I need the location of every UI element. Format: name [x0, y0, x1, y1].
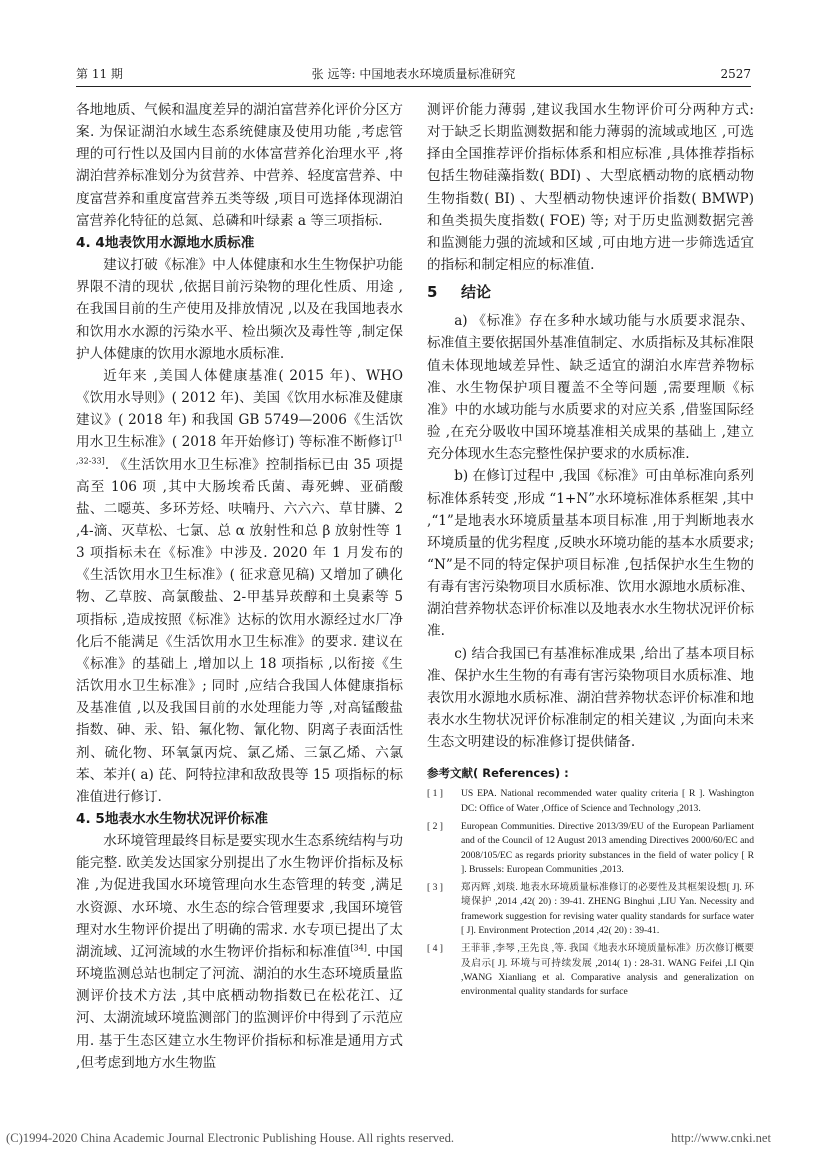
section-heading-5 [427, 278, 754, 306]
paragraph-text: . 《生活饮用水卫生标准》控制指标已由 35 项提高至 106 项 ,其中大肠埃希氏菌、毒死蜱、亚硝酸盐、二噁英、多环芳烃、呋喃丹、六六六、草甘膦、2 ,4-滴、灭草松、七氯、总 α 放射性和总 β 放射性等 13 项指标未在《标准》中涉及. 2020 年 1 月发布的《生活饮用水卫生标准》( 征求意见稿) 又增加了碘化物、乙草胺、高氯酸盐、2-甲基异莰醇和土臭素等 5 项指标 ,造成按照《标准》达标的饮用水源经过水厂净化后不能满足《生活饮用水卫生标准》的要求. 建议在《标准》的基础上 ,增加以上 18 项指标 ,以衔接《生活饮用水卫生标准》; 同时 ,应结合我国人体健康指标及基准值 ,以及我国目前的水处理能力等 ,对高锰酸盐指数、砷、汞、铅、氟化物、氰化物、阴离子表面活性剂、硫化物、环氧氯丙烷、氯乙烯、三氯乙烯、六氯苯、苯并( a) 芘、阿特拉津和敌敌畏等 15 项指标的标准值进行修订. [76, 456, 403, 805]
section-number: 4. 5 [76, 811, 105, 827]
reference-text: 郑丙辉 ,刘琰. 地表水环境质量标准修订的必要性及其框架设想[ J]. 环境保护 ,2014 ,42( 20) : 39-41. ZHENG Binghui ,LIU Yan. Necessity and framework suggestion for revising water quality standards for surface water [ J]. Environment Protection ,2014 ,42( 20) : 39-41. [461, 882, 754, 937]
section-number: 4. 4 [76, 234, 105, 251]
conclusion-c: c) 结合我国已有基准标准成果 ,给出了基本项目标准、保护水生生物的有毒有害污染物项目水质标准、地表饮用水源地水质标准、湖泊营养物状态评价标准和地表水水生物状况评价标准制定的相关建议 ,为面向未来生态文明建设的标准修订提供储备. [427, 645, 754, 751]
right-column [427, 99, 754, 1114]
section-title: 地表饮用水源地水质标准 [104, 234, 255, 251]
paragraph-continued: 各地地质、气候和温度差异的湖泊富营养化评价分区方案. 为保证湖泊水域生态系统健康及使用功能 ,考虑管理的可行性以及国内目前的水体富营养化治理水平 ,将湖泊营养标准划分为贫营养、中营养、轻度富营养、中度富营养和重度富营养五类等级 ,项目可选择体现湖泊富营养化特征的总氮、总磷和叶绿素 a 等三项指标. [76, 102, 403, 229]
paragraph-with-citation [76, 830, 403, 1074]
running-header-page-number: 2527 [720, 67, 751, 81]
reference-item [427, 820, 754, 877]
running-header-title: 张 远等: 中国地表水环境质量标准研究 [311, 67, 516, 81]
conclusion-a: a) 《标准》存在多种水域功能与水质要求混杂、标准值主要依据国外基准值制定、水质指标及其标准限值未体现地域差异性、缺乏适宜的湖泊水库营养物标准、水生物保护项目覆盖不全等问题 ,需要理顺《标准》中的水域功能与水质要求的对应关系 ,借鉴国际经验 ,在充分吸收中国环境基准相关成果的基础上 ,建立充分体现水生态完整性保护要求的水质标准. [427, 313, 754, 463]
reference-number: [ 3 ] [427, 882, 443, 894]
reference-text: US EPA. National recommended water quality criteria [ R ]. Washington DC: Office of Water ,Office of Science and Technology ,2013. [461, 788, 754, 814]
reference-number: [ 2 ] [427, 820, 443, 832]
paragraph-text: . 中国环境监测总站也制定了河流、湖泊的水生态环境质量监测评价技术方法 ,其中底栖动物指数已在松花江、辽河、太湖流域环境监测部门的监测评价中得到了示范应用. 基于生态区建立水生物评价指标和标准是通用方式 ,但考虑到地方水生物监 [76, 943, 403, 1071]
citation: [1 ,32-33] [76, 433, 403, 465]
reference-text: European Communities. Directive 2013/39/EU of the European Parliament and of the Council of 12 August 2013 amending Directives 2000/60/EC and 2008/105/EC as regards priority substances in the field of water policy [ R ]. Brussels: European Communities ,2013. [461, 820, 754, 875]
footer-copyright: (C)1994-2020 China Academic Journal Electronic Publishing House. All rights reserved. [6, 1131, 455, 1145]
paragraph-with-citation [76, 365, 403, 808]
paragraph-text: 水环境管理最终目标是要实现水生态系统结构与功能完整. 欧美发达国家分别提出了水生物评价指标及标准 ,为促进我国水环境管理向水生态管理的转变 ,满足水资源、水环境、水生态的综合管理要求 ,我国环境管理对水生物评价提出了明确的需求. 水专项已提出了太湖流域、辽河流域的水生物评价指标和标准值 [76, 833, 403, 960]
reference-number: [ 4 ] [427, 943, 443, 955]
reference-item [427, 787, 754, 816]
section-heading-4-4 [76, 232, 403, 254]
citation: [34] [350, 943, 367, 953]
section-heading-4-5 [76, 808, 403, 830]
header-rule [76, 86, 751, 87]
section-title: 地表水水生物状况评价标准 [104, 811, 268, 827]
paragraph-text: 近年来 ,美国人体健康基准( 2015 年)、WHO《饮用水导则》( 2012 年)、美国《饮用水标准及健康建议》( 2018 年) 和我国 GB 5749—2006《生活饮用水卫生标准》( 2018 年开始修订) 等标准不断修订 [76, 367, 403, 451]
running-header-issue: 第 11 期 [76, 67, 123, 81]
reference-text: 王菲菲 ,李琴 ,王先良 ,等. 我国《地表水环境质量标准》历次修订概要及启示[ J]. 环境与可持续发展 ,2014( 1) : 28-31. WANG Feifei ,LI Qin ,WANG Xianliang et al. Comparative analysis and generalization on environmental quality standards for surface [461, 943, 754, 998]
footer-url: http://www.cnki.net [671, 1131, 771, 1145]
reference-number: [ 1 ] [427, 788, 443, 800]
section-number: 5 [427, 283, 438, 302]
left-column [76, 99, 403, 1114]
reference-item [427, 881, 754, 938]
reference-item [427, 942, 754, 999]
section-title: 结论 [461, 283, 492, 302]
references-heading: 参考文献( References) : [427, 766, 569, 781]
paragraph-continued: 测评价能力薄弱 ,建议我国水生物评价可分两种方式: 对于缺乏长期监测数据和能力薄弱的流域或地区 ,可选择由全国推荐评价指标体系和相应标准 ,具体推荐指标包括生物硅藻指数( BDI) 、大型底栖动物的底栖动物生物指数( BI) 、大型栖动物快速评价指数( BMWP) 和鱼类损失度指数( FOE) 等; 对于历史监测数据完善和监测能力强的流域和区域 ,可由地方进一步筛选适宜的指标和制定相应的标准值. [427, 102, 754, 274]
paragraph: 建议打破《标准》中人体健康和水生生物保护功能界限不清的现状 ,依据目前污染物的理化性质、用途 ,在我国目前的生产使用及排放情况 ,以及在我国地表水和饮用水水源的污染水平、检出频次及毒性等 ,制定保护人体健康的饮用水源地水质标准. [76, 257, 403, 362]
conclusion-b: b) 在修订过程中 ,我国《标准》可由单标准向系列标准体系转变 ,形成 “1+N”水环境标准体系框架 ,其中 ,“1”是地表水环境质量基本项目标准 ,用于判断地表水环境质量的优劣程度 ,反映水环境功能的基本水质要求; “N”是不同的特定保护项目标准 ,包括保护水生生物的有毒有害污染物项目水质标准、饮用水源地水质标准、湖泊营养物状态评价标准以及地表水水生物状况评价标准. [427, 468, 754, 640]
